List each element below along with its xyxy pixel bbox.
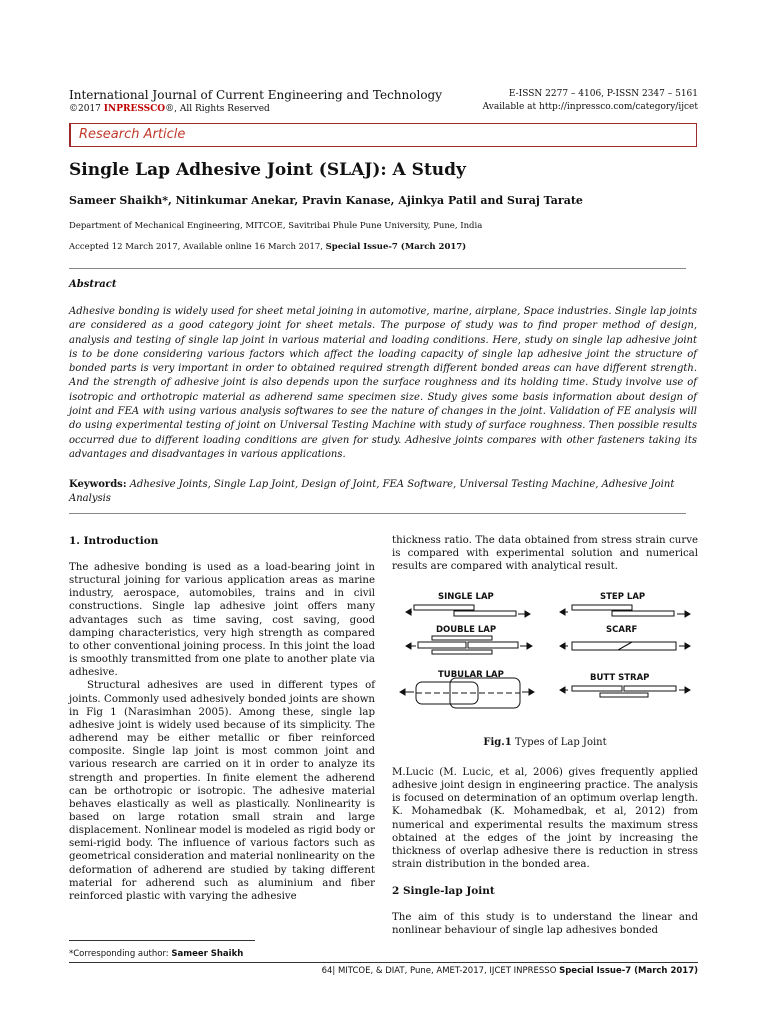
footer-rule: [69, 962, 698, 963]
figure-caption-label: Fig.1: [483, 737, 512, 748]
fig-label-single-lap: SINGLE LAP: [438, 592, 494, 602]
plate-upper: [414, 605, 474, 610]
fig-label-scarf: SCARF: [606, 625, 638, 635]
footnote-label: *Corresponding author:: [69, 949, 172, 959]
column-left: [69, 535, 375, 903]
plate-lower: [454, 611, 516, 616]
footnote: [69, 949, 243, 959]
journal-issn-block: [483, 88, 698, 114]
page-footer: [322, 966, 698, 976]
special-issue: Special Issue-7 (March 2017): [325, 242, 467, 252]
footer-special-issue: Special Issue-7 (March 2017): [559, 966, 698, 976]
footnote-rule: [69, 940, 255, 941]
abstract-heading: Abstract: [69, 279, 117, 290]
fig-label-double-lap: DOUBLE LAP: [436, 625, 497, 635]
article-type-box: [69, 123, 697, 147]
keywords: [69, 478, 697, 506]
paper-title: Single Lap Adhesive Joint (SLAJ): A Study: [69, 160, 466, 180]
publisher-name: INPRESSCO: [103, 104, 166, 114]
copyright-rights: ®, All Rights Reserved: [165, 104, 270, 114]
col2-paragraph-2: M.Lucic (M. Lucic, et al, 2006) gives frequently applied adhesive joint design in engineering practice. The analysis is focused on determination of an optimum overlap length. K. Mohamedbak (K. Mohamedbak, et al, 2012) from numerical and experimental results the maximum stress obtained at the edges of the joint by increasing the thickness of overlap adhesive there is reduction in stress strain distribution in the bonded area.: [392, 767, 698, 871]
journal-title: International Journal of Current Engineering and Technology: [69, 88, 443, 102]
fig-label-step-lap: STEP LAP: [600, 592, 646, 602]
abstract-body: Adhesive bonding is widely used for sheet metal joining in automotive, marine, airplane, Space industries. Single lap joints are considered as a good category joint for sheet metals. The purpose of study was to find proper method of design, analysis and testing of single lap joint in various material and loading conditions. Here, study on single lap adhesive joint is to be done considering various factors which affect the loading capacity of single lap adhesive joint the structure of bonded parts is very important in order to obtained required strength different bonded areas can have different strength. And the strength of adhesive joint is also depends upon the surface roughness and its holding time. Study involve use of isotropic and orthotropic material as adherend same specimen size. Study gives some basis information about design of joint and FEA with using various analysis softwares to see the nature of changes in the joint. Validation of FE analysis will do using experimental testing of joint on Universal Testing Machine with study of surface roughness. Then possible results occurred due to different loading conditions are given for study. Adhesive joints compares with other fasteners taking its advantages and disadvantages in various applications.: [69, 306, 697, 460]
dates-text: Accepted 12 March 2017, Available online 16 March 2017,: [69, 242, 326, 252]
column-right: [392, 534, 698, 573]
copyright-line: [69, 102, 442, 116]
arrow-head: [406, 609, 411, 615]
article-dates: [69, 242, 466, 252]
section-heading-introduction: 1. Introduction: [69, 535, 159, 547]
issn-text: E-ISSN 2277 – 4106, P-ISSN 2347 – 5161: [508, 89, 698, 99]
copyright-year: ©2017: [69, 104, 101, 114]
journal-header: [69, 88, 442, 116]
intro-paragraph-2: Structural adhesives are used in different types of joints. Commonly used adhesively bonded joints are shown in Fig 1 (Narasimhan 2005). Among these, single lap adhesive joint is widely used because of its simplicity. The adherend may be either metallic or fiber reinforced composite. Single lap joint is most common joint and various research are carried on it in order to analyze its strength and properties. In finite element the adherend can be orthotropic or isotropic. The adhesive material behaves elastically as well as plastically. Nonlinearity is based on large rotation small strain and large displacement. Nonlinear model is modeled as rigid body or semi-rigid body. The influence of various factors such as geometrical consideration and material nonlinearity on the deformation of adherend are studied by taking different material for adherend such as aluminium and fiber reinforced plastic with varying the adhesive: [69, 680, 375, 902]
figure-caption-text: Types of Lap Joint: [511, 737, 607, 748]
keywords-list: Adhesive Joints, Single Lap Joint, Design of Joint, FEA Software, Universal Testing Machine, Adhesive Joint Analysis: [69, 479, 675, 504]
article-type: Research Article: [79, 127, 186, 142]
fig-label-butt-strap: BUTT STRAP: [590, 673, 650, 683]
col2-paragraph-1: thickness ratio. The data obtained from stress strain curve is compared with experimental solution and numerical results are compared with analytical result.: [392, 535, 698, 573]
abstract-bottom-rule: [69, 513, 686, 514]
section2-paragraph-1: The aim of this study is to understand the linear and nonlinear behaviour of single lap adhesives bonded: [392, 912, 698, 937]
footnote-author: Sameer Shaikh: [171, 949, 244, 959]
figure-caption: [392, 737, 698, 748]
figure-lap-joint-types: [392, 586, 698, 716]
intro-paragraph-1: The adhesive bonding is used as a load-bearing joint in structural joining for various application areas as marine industry, aerospace, automobiles, trains and in civil constructions. Single lap adhesive joint offers many advantages such as time saving, cost saving, good damping characteristics, very high strength as compared to other conventional joining process. In this joint the load is smoothly transmitted from one plate to another plate via adhesive.: [69, 562, 375, 679]
footer-text: 64| MITCOE, & DIAT, Pune, AMET-2017, IJCET INPRESSO: [321, 966, 560, 976]
column-right-lower: [392, 766, 698, 938]
affiliation: Department of Mechanical Engineering, MITCOE, Savitribai Phule Pune University, Pune, India: [69, 221, 483, 231]
abstract-top-rule: [69, 268, 686, 269]
author-list: Sameer Shaikh*, Nitinkumar Anekar, Pravin Kanase, Ajinkya Patil and Suraj Tarate: [69, 194, 583, 207]
keywords-label: Keywords:: [69, 479, 127, 490]
section-heading-single-lap: 2 Single-lap Joint: [392, 885, 495, 898]
available-at-link[interactable]: Available at http://inpressco.com/category/ijcet: [482, 102, 698, 112]
fig-label-tubular-lap: TUBULAR LAP: [438, 670, 504, 680]
